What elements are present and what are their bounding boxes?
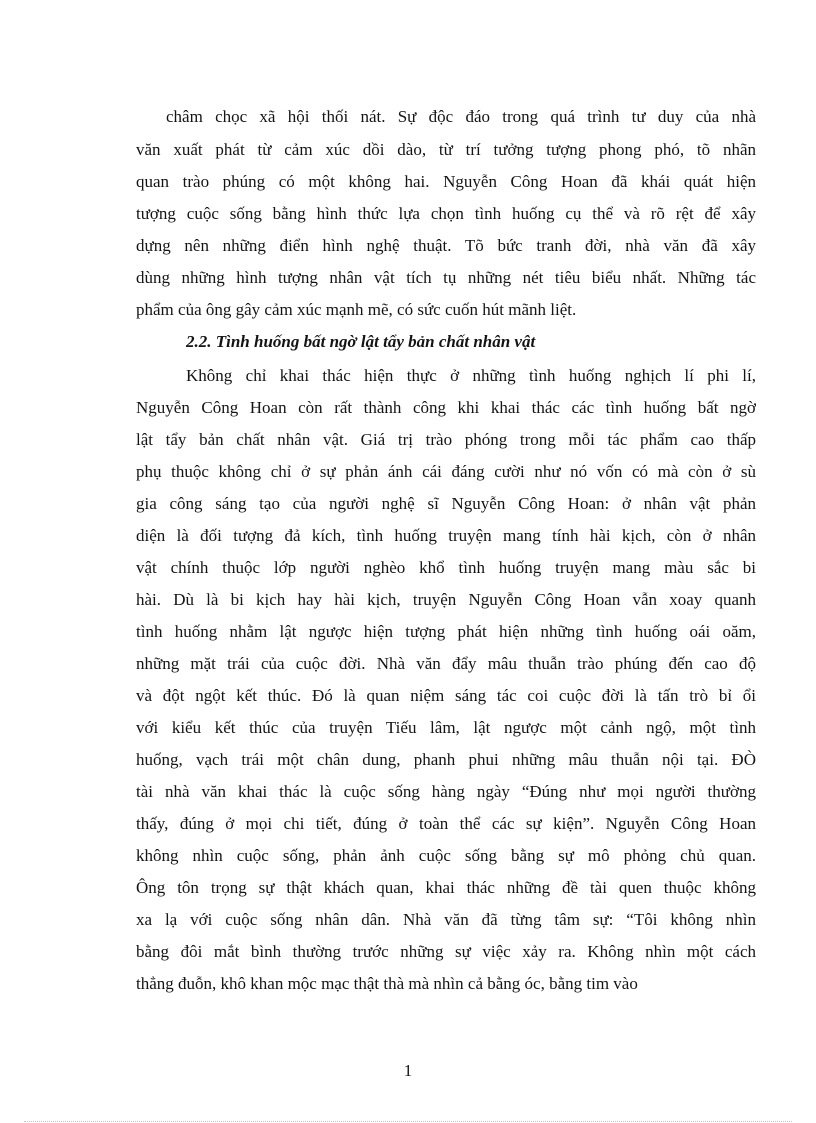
text-line: Nguyễn Công Hoan còn rất thành công khi khai thác các tình huống bất ngờ bbox=[136, 398, 756, 417]
text-line: Ông tôn trọng sự thật khách quan, khai thác những đề tài quen thuộc không bbox=[136, 878, 756, 897]
text-line: thấy, đúng ở mọi chi tiết, đúng ở toàn thể các sự kiện”. Nguyễn Công Hoan bbox=[136, 814, 756, 833]
text-line: quan trào phúng có một không hai. Nguyễn Công Hoan đã khái quát hiện bbox=[136, 172, 756, 191]
text-line: tượng cuộc sống bằng hình thức lựa chọn tình huống cụ thể và rõ rệt để xây bbox=[136, 204, 756, 223]
text-line: tình huống nhằm lật ngược hiện tượng phát hiện những tình huống oái oăm, bbox=[136, 622, 756, 641]
page-number: 1 bbox=[403, 1061, 413, 1080]
text-line: văn xuất phát từ cảm xúc dồi dào, từ trí tưởng tượng phong phó, tõ nhãn bbox=[136, 140, 756, 159]
text-line: với kiểu kết thúc của truyện Tiếu lâm, lật ngược một cảnh ngộ, một tình bbox=[136, 718, 756, 737]
text-line: tài nhà văn khai thác là cuộc sống hàng ngày “Đúng như mọi người thường bbox=[136, 782, 756, 801]
text-line: và đột ngột kết thúc. Đó là quan niệm sáng tác coi cuộc đời là tấn trò bỉ ổi bbox=[136, 686, 756, 705]
text-line: không nhìn cuộc sống, phản ảnh cuộc sống bằng sự mô phỏng chủ quan. bbox=[136, 846, 756, 865]
text-line: Không chỉ khai thác hiện thực ở những tình huống nghịch lí phi lí, bbox=[186, 366, 756, 385]
text-line: hài. Dù là bi kịch hay hài kịch, truyện Nguyễn Công Hoan vẫn xoay quanh bbox=[136, 590, 756, 609]
text-line: xa lạ với cuộc sống nhân dân. Nhà văn đã từng tâm sự: “Tôi không nhìn bbox=[136, 910, 756, 929]
text-line: châm chọc xã hội thối nát. Sự độc đáo trong quá trình tư duy của nhà bbox=[166, 107, 756, 126]
text-line: dựng nên những điển hình nghệ thuật. Tõ bức tranh đời, nhà văn đã xây bbox=[136, 236, 756, 255]
text-line: dùng những hình tượng nhân vật tích tụ những nét tiêu biểu nhất. Những tác bbox=[136, 268, 756, 287]
text-line: phụ thuộc không chỉ ở sự phản ánh cái đáng cười như nó vốn có mà còn ở sù bbox=[136, 462, 756, 481]
page-bottom-divider bbox=[24, 1121, 792, 1122]
text-line: gia công sáng tạo của người nghệ sĩ Nguyễn Công Hoan: ở nhân vật phản bbox=[136, 494, 756, 513]
text-line: những mặt trái của cuộc đời. Nhà văn đẩy mâu thuẫn trào phúng đến cao độ bbox=[136, 654, 756, 673]
text-line: huống, vạch trái một chân dung, phanh phui những mâu thuẫn nội tại. ĐÒ bbox=[136, 750, 756, 769]
text-line: thẳng đuỗn, khô khan mộc mạc thật thà mà nhìn cả bằng óc, bằng tim vào bbox=[136, 974, 638, 993]
text-line: vật chính thuộc lớp người nghèo khổ tình huống truyện mang màu sắc bi bbox=[136, 558, 756, 577]
text-line: phẩm của ông gây cảm xúc mạnh mẽ, có sức cuốn hút mãnh liệt. bbox=[136, 300, 577, 319]
text-line: lật tẩy bản chất nhân vật. Giá trị trào phóng trong mỗi tác phẩm cao thấp bbox=[136, 430, 756, 449]
text-line: diện là đối tượng đả kích, tình huống truyện mang tính hài kịch, còn ở nhân bbox=[136, 526, 756, 545]
section-heading: 2.2. Tình huống bất ngờ lật tẩy bản chất nhân vật bbox=[186, 332, 536, 351]
text-line: bằng đôi mắt bình thường trước những sự việc xảy ra. Không nhìn một cách bbox=[136, 942, 756, 961]
